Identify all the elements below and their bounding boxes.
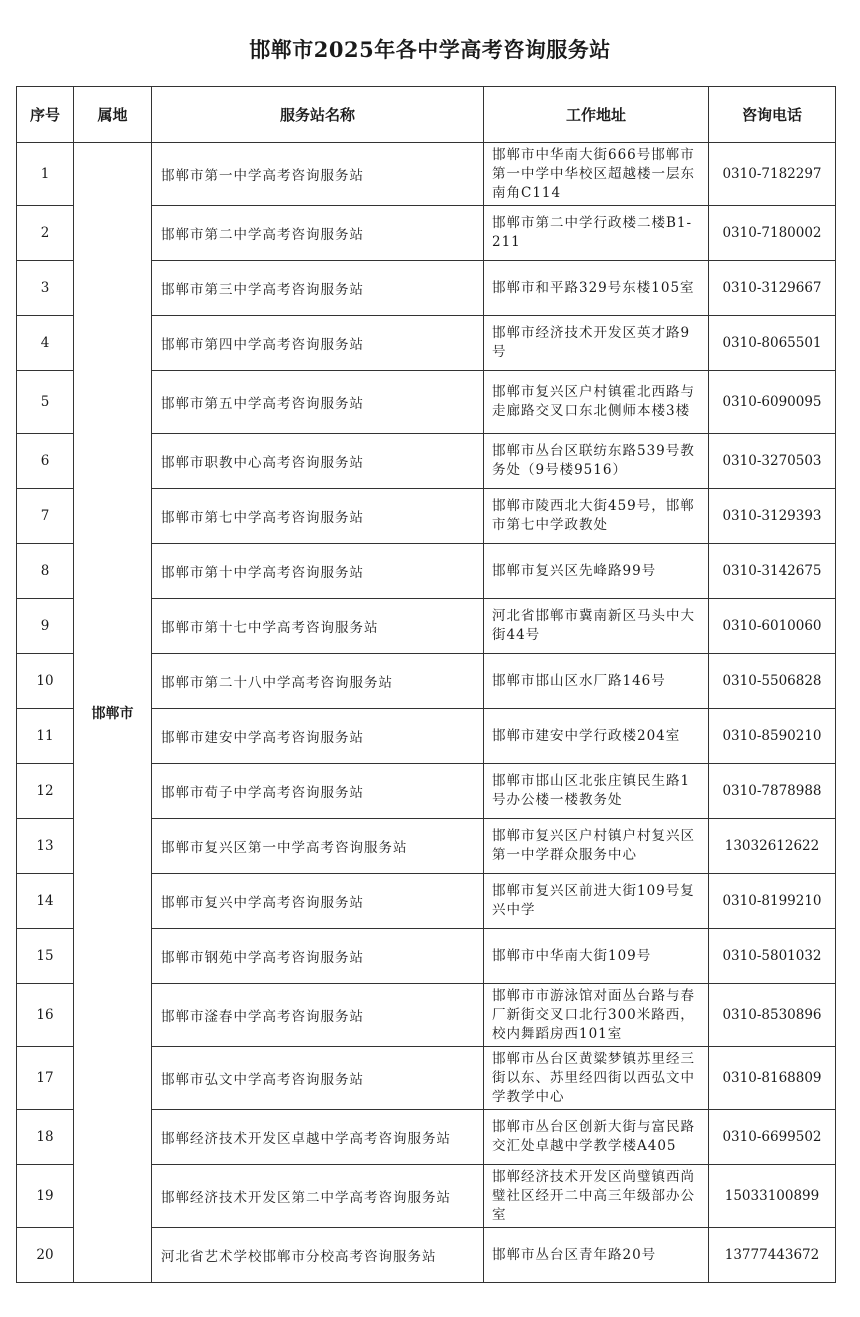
station-address: 邯郸市中华南大街109号: [484, 929, 709, 984]
station-address: 邯郸市丛台区创新大街与富民路交汇处卓越中学教学楼A405: [484, 1110, 709, 1165]
station-phone: 0310-7182297: [709, 143, 836, 206]
station-phone: 0310-6010060: [709, 599, 836, 654]
row-seq: 2: [17, 206, 74, 261]
table-row: [17, 143, 836, 206]
station-name: 邯郸市第五中学高考咨询服务站: [152, 371, 484, 434]
row-seq: 19: [17, 1165, 74, 1228]
row-seq: 7: [17, 489, 74, 544]
row-seq: 10: [17, 654, 74, 709]
page-title: 邯郸市2025年各中学高考咨询服务站: [249, 37, 611, 62]
station-address: 邯郸市经济技术开发区英才路9号: [484, 316, 709, 371]
station-phone: 15033100899: [709, 1165, 836, 1228]
station-name: 邯郸市第一中学高考咨询服务站: [152, 143, 484, 206]
station-phone: 13777443672: [709, 1228, 836, 1283]
station-address: 邯郸市复兴区前进大街109号复兴中学: [484, 874, 709, 929]
header-name: 服务站名称: [152, 87, 484, 143]
station-address: 河北省邯郸市冀南新区马头中大街44号: [484, 599, 709, 654]
header-address: 工作地址: [484, 87, 709, 143]
station-name: 邯郸市钢苑中学高考咨询服务站: [152, 929, 484, 984]
station-phone: 0310-3129393: [709, 489, 836, 544]
station-name: 邯郸市复兴中学高考咨询服务站: [152, 874, 484, 929]
station-address: 邯郸市陵西北大街459号，邯郸市第七中学政教处: [484, 489, 709, 544]
row-seq: 3: [17, 261, 74, 316]
row-seq: 5: [17, 371, 74, 434]
station-phone: 0310-8199210: [709, 874, 836, 929]
station-phone: 0310-3142675: [709, 544, 836, 599]
station-name: 河北省艺术学校邯郸市分校高考咨询服务站: [152, 1228, 484, 1283]
station-phone: 0310-8065501: [709, 316, 836, 371]
row-seq: 18: [17, 1110, 74, 1165]
station-phone: 0310-3129667: [709, 261, 836, 316]
station-name: 邯郸市复兴区第一中学高考咨询服务站: [152, 819, 484, 874]
row-seq: 6: [17, 434, 74, 489]
header-phone: 咨询电话: [709, 87, 836, 143]
row-seq: 14: [17, 874, 74, 929]
station-address: 邯郸市和平路329号东楼105室: [484, 261, 709, 316]
row-seq: 11: [17, 709, 74, 764]
station-phone: 0310-6699502: [709, 1110, 836, 1165]
station-name: 邯郸市滏春中学高考咨询服务站: [152, 984, 484, 1047]
station-address: 邯郸市中华南大街666号邯郸市第一中学中华校区超越楼一层东南角C114: [484, 143, 709, 206]
row-seq: 12: [17, 764, 74, 819]
station-phone: 0310-6090095: [709, 371, 836, 434]
row-seq: 16: [17, 984, 74, 1047]
header-region: 属地: [74, 87, 152, 143]
row-seq: 8: [17, 544, 74, 599]
service-station-table: [16, 86, 836, 1283]
table-header-row: [17, 87, 836, 143]
station-phone: 0310-8168809: [709, 1047, 836, 1110]
station-address: 邯郸市邯山区北张庄镇民生路1号办公楼一楼教务处: [484, 764, 709, 819]
station-phone: 0310-7878988: [709, 764, 836, 819]
region-cell: 邯郸市: [74, 143, 152, 1283]
station-address: 邯郸经济技术开发区尚璧镇西尚璧社区经开二中高三年级部办公室: [484, 1165, 709, 1228]
station-phone: 0310-7180002: [709, 206, 836, 261]
station-name: 邯郸经济技术开发区卓越中学高考咨询服务站: [152, 1110, 484, 1165]
station-name: 邯郸市第四中学高考咨询服务站: [152, 316, 484, 371]
station-address: 邯郸市复兴区先峰路99号: [484, 544, 709, 599]
station-address: 邯郸市市游泳馆对面丛台路与春厂新街交叉口北行300米路西，校内舞蹈房西101室: [484, 984, 709, 1047]
row-seq: 9: [17, 599, 74, 654]
station-name: 邯郸市第二中学高考咨询服务站: [152, 206, 484, 261]
station-name: 邯郸市职教中心高考咨询服务站: [152, 434, 484, 489]
row-seq: 13: [17, 819, 74, 874]
station-phone: 0310-8590210: [709, 709, 836, 764]
station-address: 邯郸市建安中学行政楼204室: [484, 709, 709, 764]
station-address: 邯郸市邯山区水厂路146号: [484, 654, 709, 709]
station-name: 邯郸市第十七中学高考咨询服务站: [152, 599, 484, 654]
station-address: 邯郸市丛台区黄粱梦镇苏里经三街以东、苏里经四街以西弘文中学教学中心: [484, 1047, 709, 1110]
station-name: 邯郸市第二十八中学高考咨询服务站: [152, 654, 484, 709]
station-name: 邯郸市第七中学高考咨询服务站: [152, 489, 484, 544]
row-seq: 1: [17, 143, 74, 206]
station-name: 邯郸市第十中学高考咨询服务站: [152, 544, 484, 599]
station-name: 邯郸市荀子中学高考咨询服务站: [152, 764, 484, 819]
station-phone: 0310-8530896: [709, 984, 836, 1047]
row-seq: 15: [17, 929, 74, 984]
station-phone: 0310-5506828: [709, 654, 836, 709]
station-name: 邯郸市第三中学高考咨询服务站: [152, 261, 484, 316]
station-phone: 0310-3270503: [709, 434, 836, 489]
station-address: 邯郸市复兴区户村镇霍北西路与走廊路交叉口东北侧师本楼3楼: [484, 371, 709, 434]
station-name: 邯郸市建安中学高考咨询服务站: [152, 709, 484, 764]
station-name: 邯郸市弘文中学高考咨询服务站: [152, 1047, 484, 1110]
station-address: 邯郸市丛台区青年路20号: [484, 1228, 709, 1283]
row-seq: 4: [17, 316, 74, 371]
station-name: 邯郸经济技术开发区第二中学高考咨询服务站: [152, 1165, 484, 1228]
station-address: 邯郸市复兴区户村镇户村复兴区第一中学群众服务中心: [484, 819, 709, 874]
row-seq: 17: [17, 1047, 74, 1110]
station-address: 邯郸市第二中学行政楼二楼B1-211: [484, 206, 709, 261]
station-phone: 0310-5801032: [709, 929, 836, 984]
row-seq: 20: [17, 1228, 74, 1283]
station-phone: 13032612622: [709, 819, 836, 874]
header-seq: 序号: [17, 87, 74, 143]
station-address: 邯郸市丛台区联纺东路539号教务处（9号楼9516）: [484, 434, 709, 489]
